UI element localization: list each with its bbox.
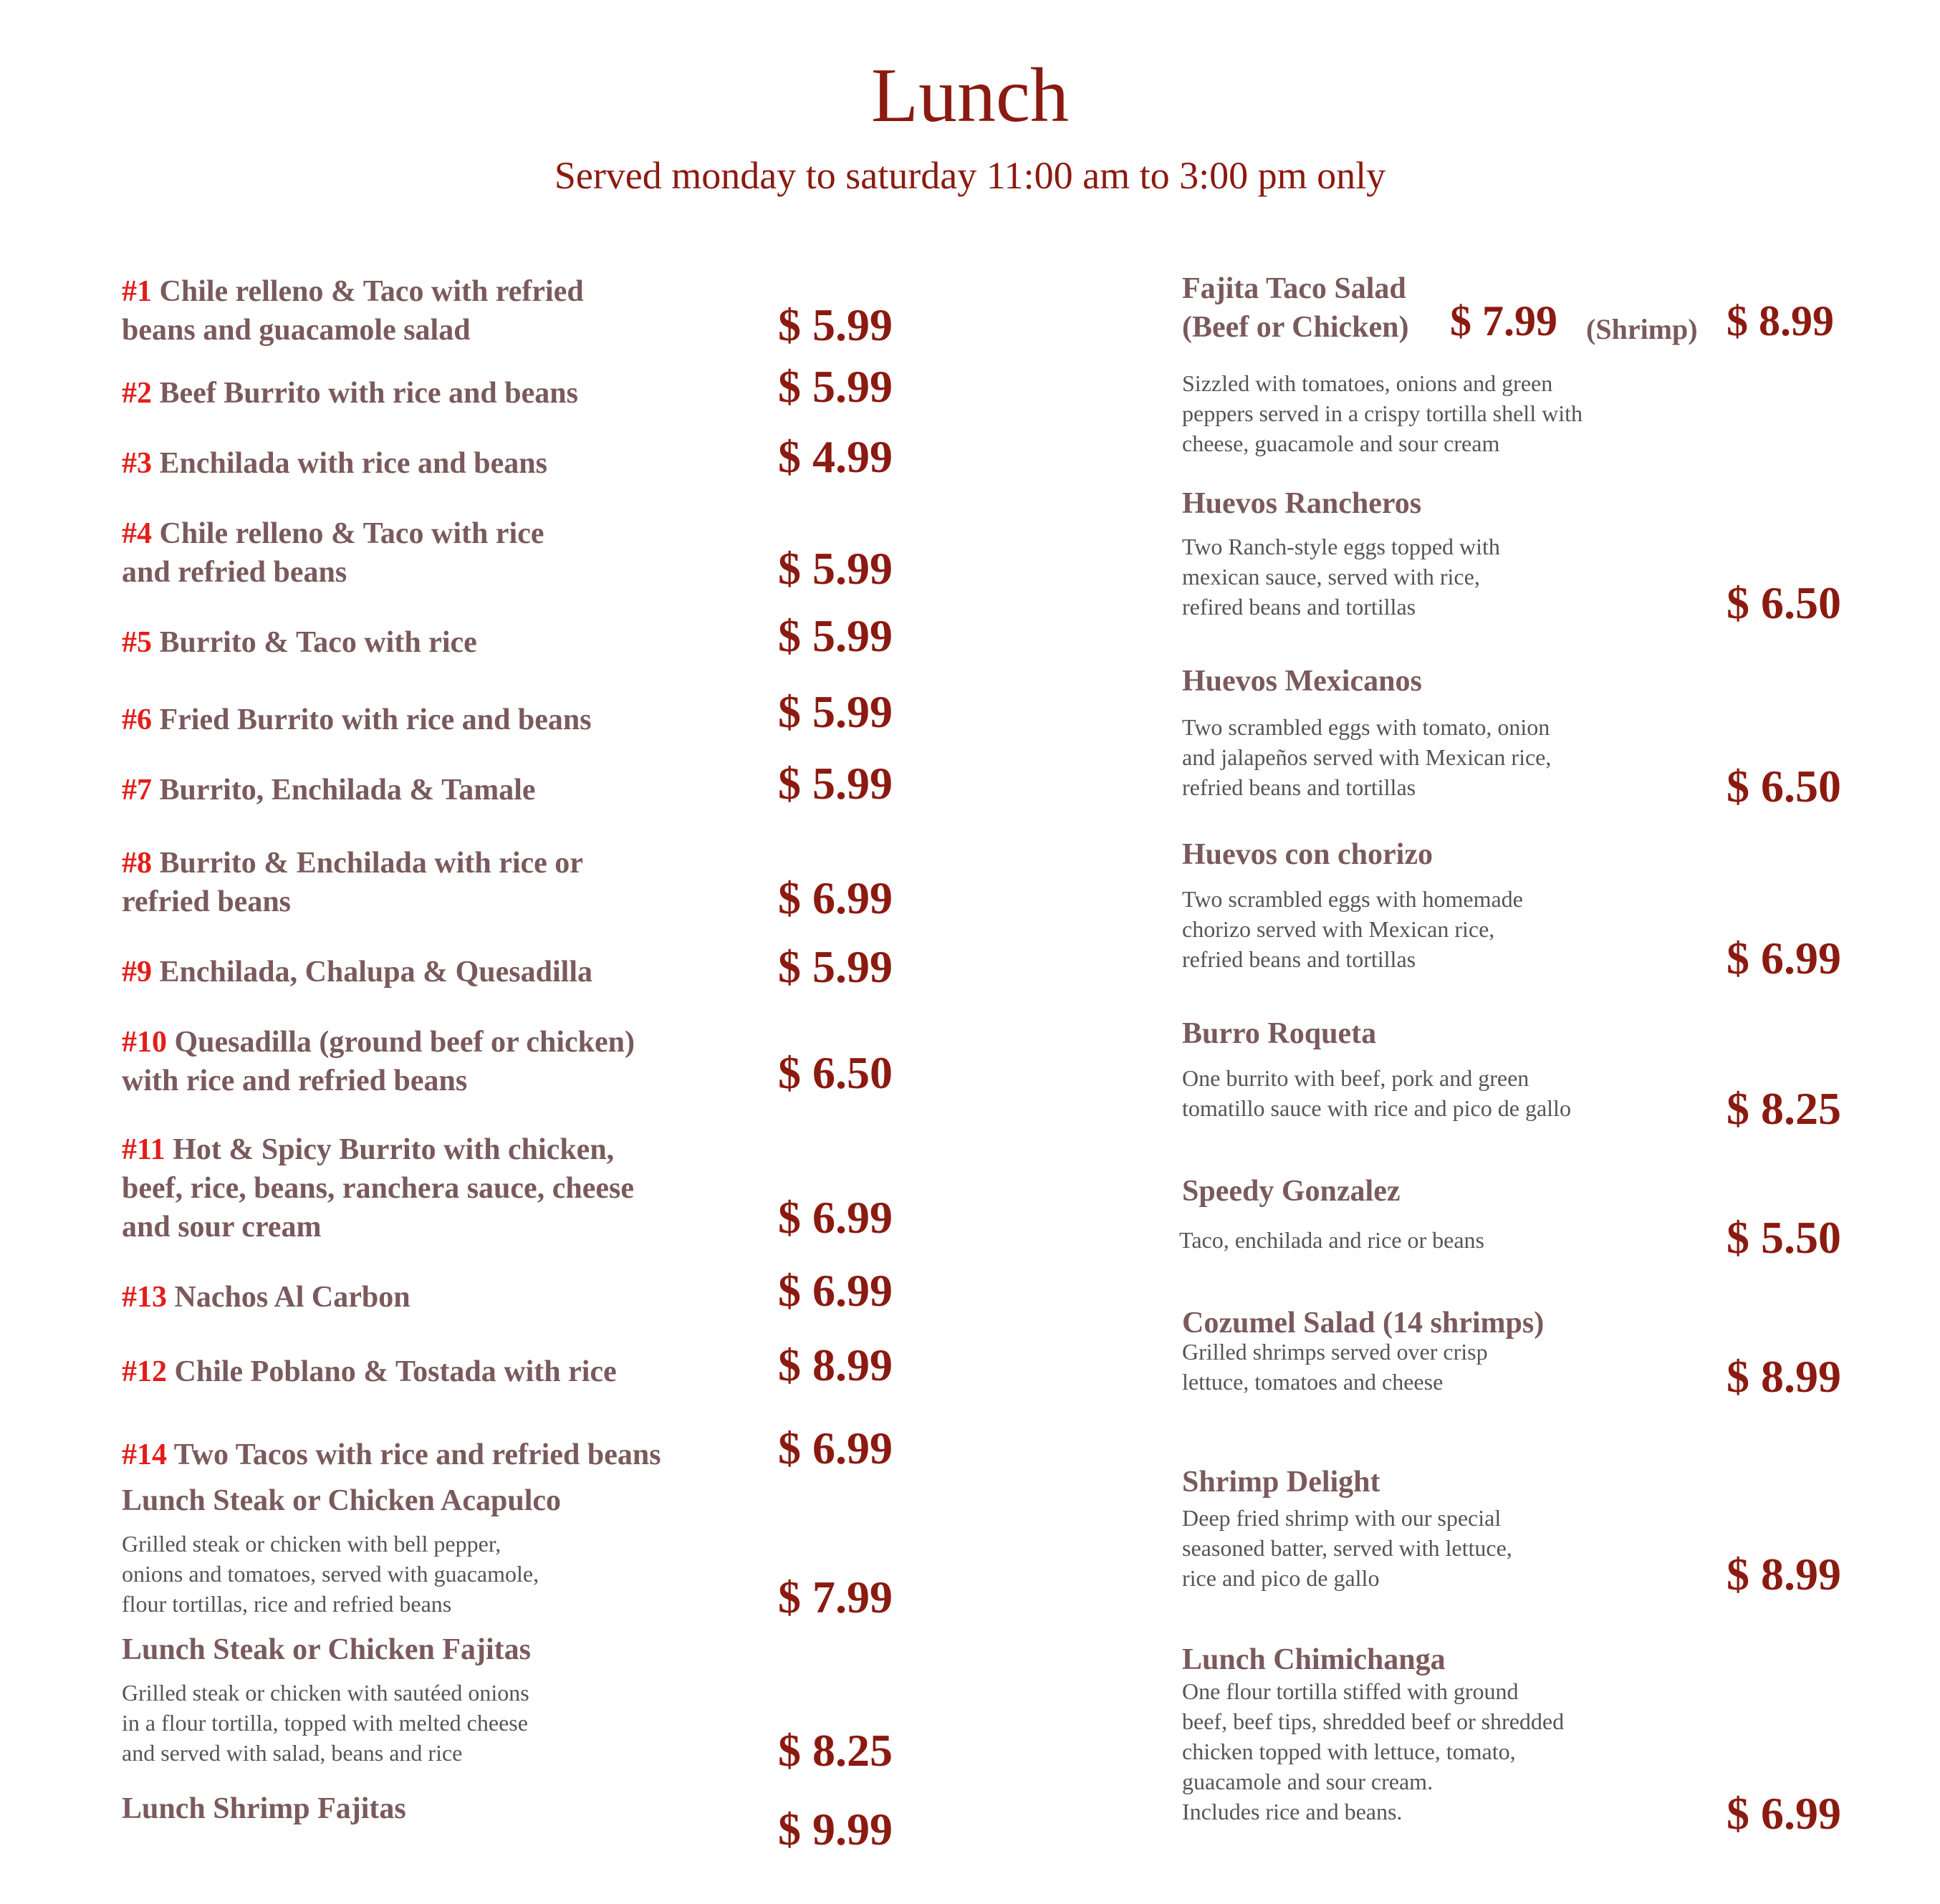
menu-item-14: #14 Two Tacos with rice and refried beans [122, 1438, 661, 1471]
menu-item-12: #12 Chile Poblano & Tostada with rice [122, 1355, 617, 1388]
lunch-chimichanga-desc: One flour tortilla stiffed with ground beef, beef tips, shredded beef or shredded chicken topped with lettuce, tomato, guacamole and sour cream. Includes rice and beans. [1182, 1678, 1565, 1824]
menu-item-7: #7 Burrito, Enchilada & Tamale [122, 774, 536, 807]
fajita-taco-salad-desc: Sizzled with tomatoes, onions and green peppers served in a crispy tortilla shell with cheese, guacamole and sour cream [1182, 370, 1583, 456]
lunch-chimichanga-name: Lunch Chimichanga [1182, 1643, 1446, 1676]
huevos-rancheros-desc: Two Ranch-style eggs topped with mexican sauce, served with rice, refired beans and tortillas [1182, 534, 1500, 620]
menu-item-9: #9 Enchilada, Chalupa & Quesadilla [122, 956, 593, 989]
menu-item-7-price: $ 5.99 [778, 758, 893, 809]
menu-item-3: #3 Enchilada with rice and beans [122, 447, 547, 480]
lunch-chimichanga-price: $ 6.99 [1727, 1788, 1841, 1839]
special-fajitas-name: Lunch Steak or Chicken Fajitas [122, 1633, 531, 1666]
menu-item-1-price: $ 5.99 [778, 299, 893, 350]
burro-roqueta-name: Burro Roqueta [1182, 1017, 1377, 1050]
huevos-mexicanos-price: $ 6.50 [1727, 761, 1841, 812]
speedy-gonzalez-price: $ 5.50 [1727, 1212, 1841, 1263]
special-shrimp-fajitas-price: $ 9.99 [778, 1804, 893, 1855]
menu-item-8: #8 Burrito & Enchilada with rice or refried beans [122, 847, 583, 918]
shrimp-delight-name: Shrimp Delight [1182, 1466, 1380, 1499]
fajita-shrimp-price: $ 8.99 [1727, 297, 1834, 345]
speedy-gonzalez-desc: Taco, enchilada and rice or beans [1179, 1227, 1484, 1253]
menu-item-1: #1 Chile relleno & Taco with refried beans and guacamole salad [122, 275, 584, 347]
menu-item-5-price: $ 5.99 [778, 610, 893, 661]
menu-item-4: #4 Chile relleno & Taco with rice and refried beans [122, 517, 544, 589]
cozumel-salad-price: $ 8.99 [1727, 1351, 1841, 1402]
cozumel-salad-desc: Grilled shrimps served over crisp lettuce, tomatoes and cheese [1182, 1339, 1488, 1395]
menu-item-5: #5 Burrito & Taco with rice [122, 626, 477, 659]
menu-item-6-price: $ 5.99 [778, 686, 893, 737]
fajita-shrimp-label: (Shrimp) [1586, 313, 1698, 345]
special-acapulco-desc: Grilled steak or chicken with bell pepper, onions and tomatoes, served with guacamole, flour tortillas, rice and refried beans [122, 1531, 539, 1617]
special-shrimp-fajitas-name: Lunch Shrimp Fajitas [122, 1792, 406, 1825]
menu-item-4-price: $ 5.99 [778, 543, 893, 594]
huevos-rancheros-name: Huevos Rancheros [1182, 487, 1422, 520]
speedy-gonzalez-name: Speedy Gonzalez [1182, 1175, 1401, 1208]
menu-item-14-price: $ 6.99 [778, 1423, 893, 1473]
fajita-taco-salad-price: $ 7.99 [1450, 297, 1557, 345]
huevos-mexicanos-desc: Two scrambled eggs with tomato, onion and jalapeños served with Mexican rice, refried beans and tortillas [1182, 714, 1552, 800]
menu-item-11-price: $ 6.99 [778, 1192, 893, 1243]
menu-item-10: #10 Quesadilla (ground beef or chicken) with rice and refried beans [122, 1026, 635, 1097]
shrimp-delight-desc: Deep fried shrimp with our special seasoned batter, served with lettuce, rice and pico de gallo [1182, 1505, 1512, 1591]
huevos-rancheros-price: $ 6.50 [1727, 577, 1841, 628]
huevos-mexicanos-name: Huevos Mexicanos [1182, 665, 1422, 698]
shrimp-delight-price: $ 8.99 [1727, 1549, 1841, 1600]
menu-item-3-price: $ 4.99 [778, 431, 893, 482]
menu-item-10-price: $ 6.50 [778, 1047, 893, 1098]
menu-item-6: #6 Fried Burrito with rice and beans [122, 703, 592, 736]
menu-item-11: #11 Hot & Spicy Burrito with chicken, beef, rice, beans, ranchera sauce, cheese and sour cream [122, 1133, 634, 1244]
menu-item-13: #13 Nachos Al Carbon [122, 1281, 410, 1314]
menu-item-13-price: $ 6.99 [778, 1265, 893, 1316]
huevos-chorizo-price: $ 6.99 [1727, 933, 1841, 984]
special-acapulco-price: $ 7.99 [778, 1572, 893, 1622]
fajita-taco-salad-name: Fajita Taco Salad (Beef or Chicken) [1182, 272, 1409, 344]
menu-item-9-price: $ 5.99 [778, 941, 893, 992]
page-title: Lunch [871, 53, 1069, 138]
burro-roqueta-desc: One burrito with beef, pork and green tomatillo sauce with rice and pico de gallo [1182, 1065, 1571, 1121]
menu-item-12-price: $ 8.99 [778, 1340, 893, 1390]
menu-item-8-price: $ 6.99 [778, 872, 893, 923]
menu-item-2-price: $ 5.99 [778, 361, 893, 412]
burro-roqueta-price: $ 8.25 [1727, 1083, 1841, 1134]
special-acapulco-name: Lunch Steak or Chicken Acapulco [122, 1484, 561, 1517]
huevos-chorizo-desc: Two scrambled eggs with homemade chorizo served with Mexican rice, refried beans and tortillas [1182, 886, 1523, 972]
special-fajitas-desc: Grilled steak or chicken with sautéed onions in a flour tortilla, topped with melted cheese and served with salad, beans and rice [122, 1680, 529, 1766]
huevos-chorizo-name: Huevos con chorizo [1182, 838, 1433, 871]
special-fajitas-price: $ 8.25 [778, 1725, 893, 1776]
menu-item-2: #2 Beef Burrito with rice and beans [122, 377, 578, 410]
cozumel-salad-name: Cozumel Salad (14 shrimps) [1182, 1307, 1545, 1340]
page-subtitle: Served monday to saturday 11:00 am to 3:00 pm only [554, 154, 1386, 197]
